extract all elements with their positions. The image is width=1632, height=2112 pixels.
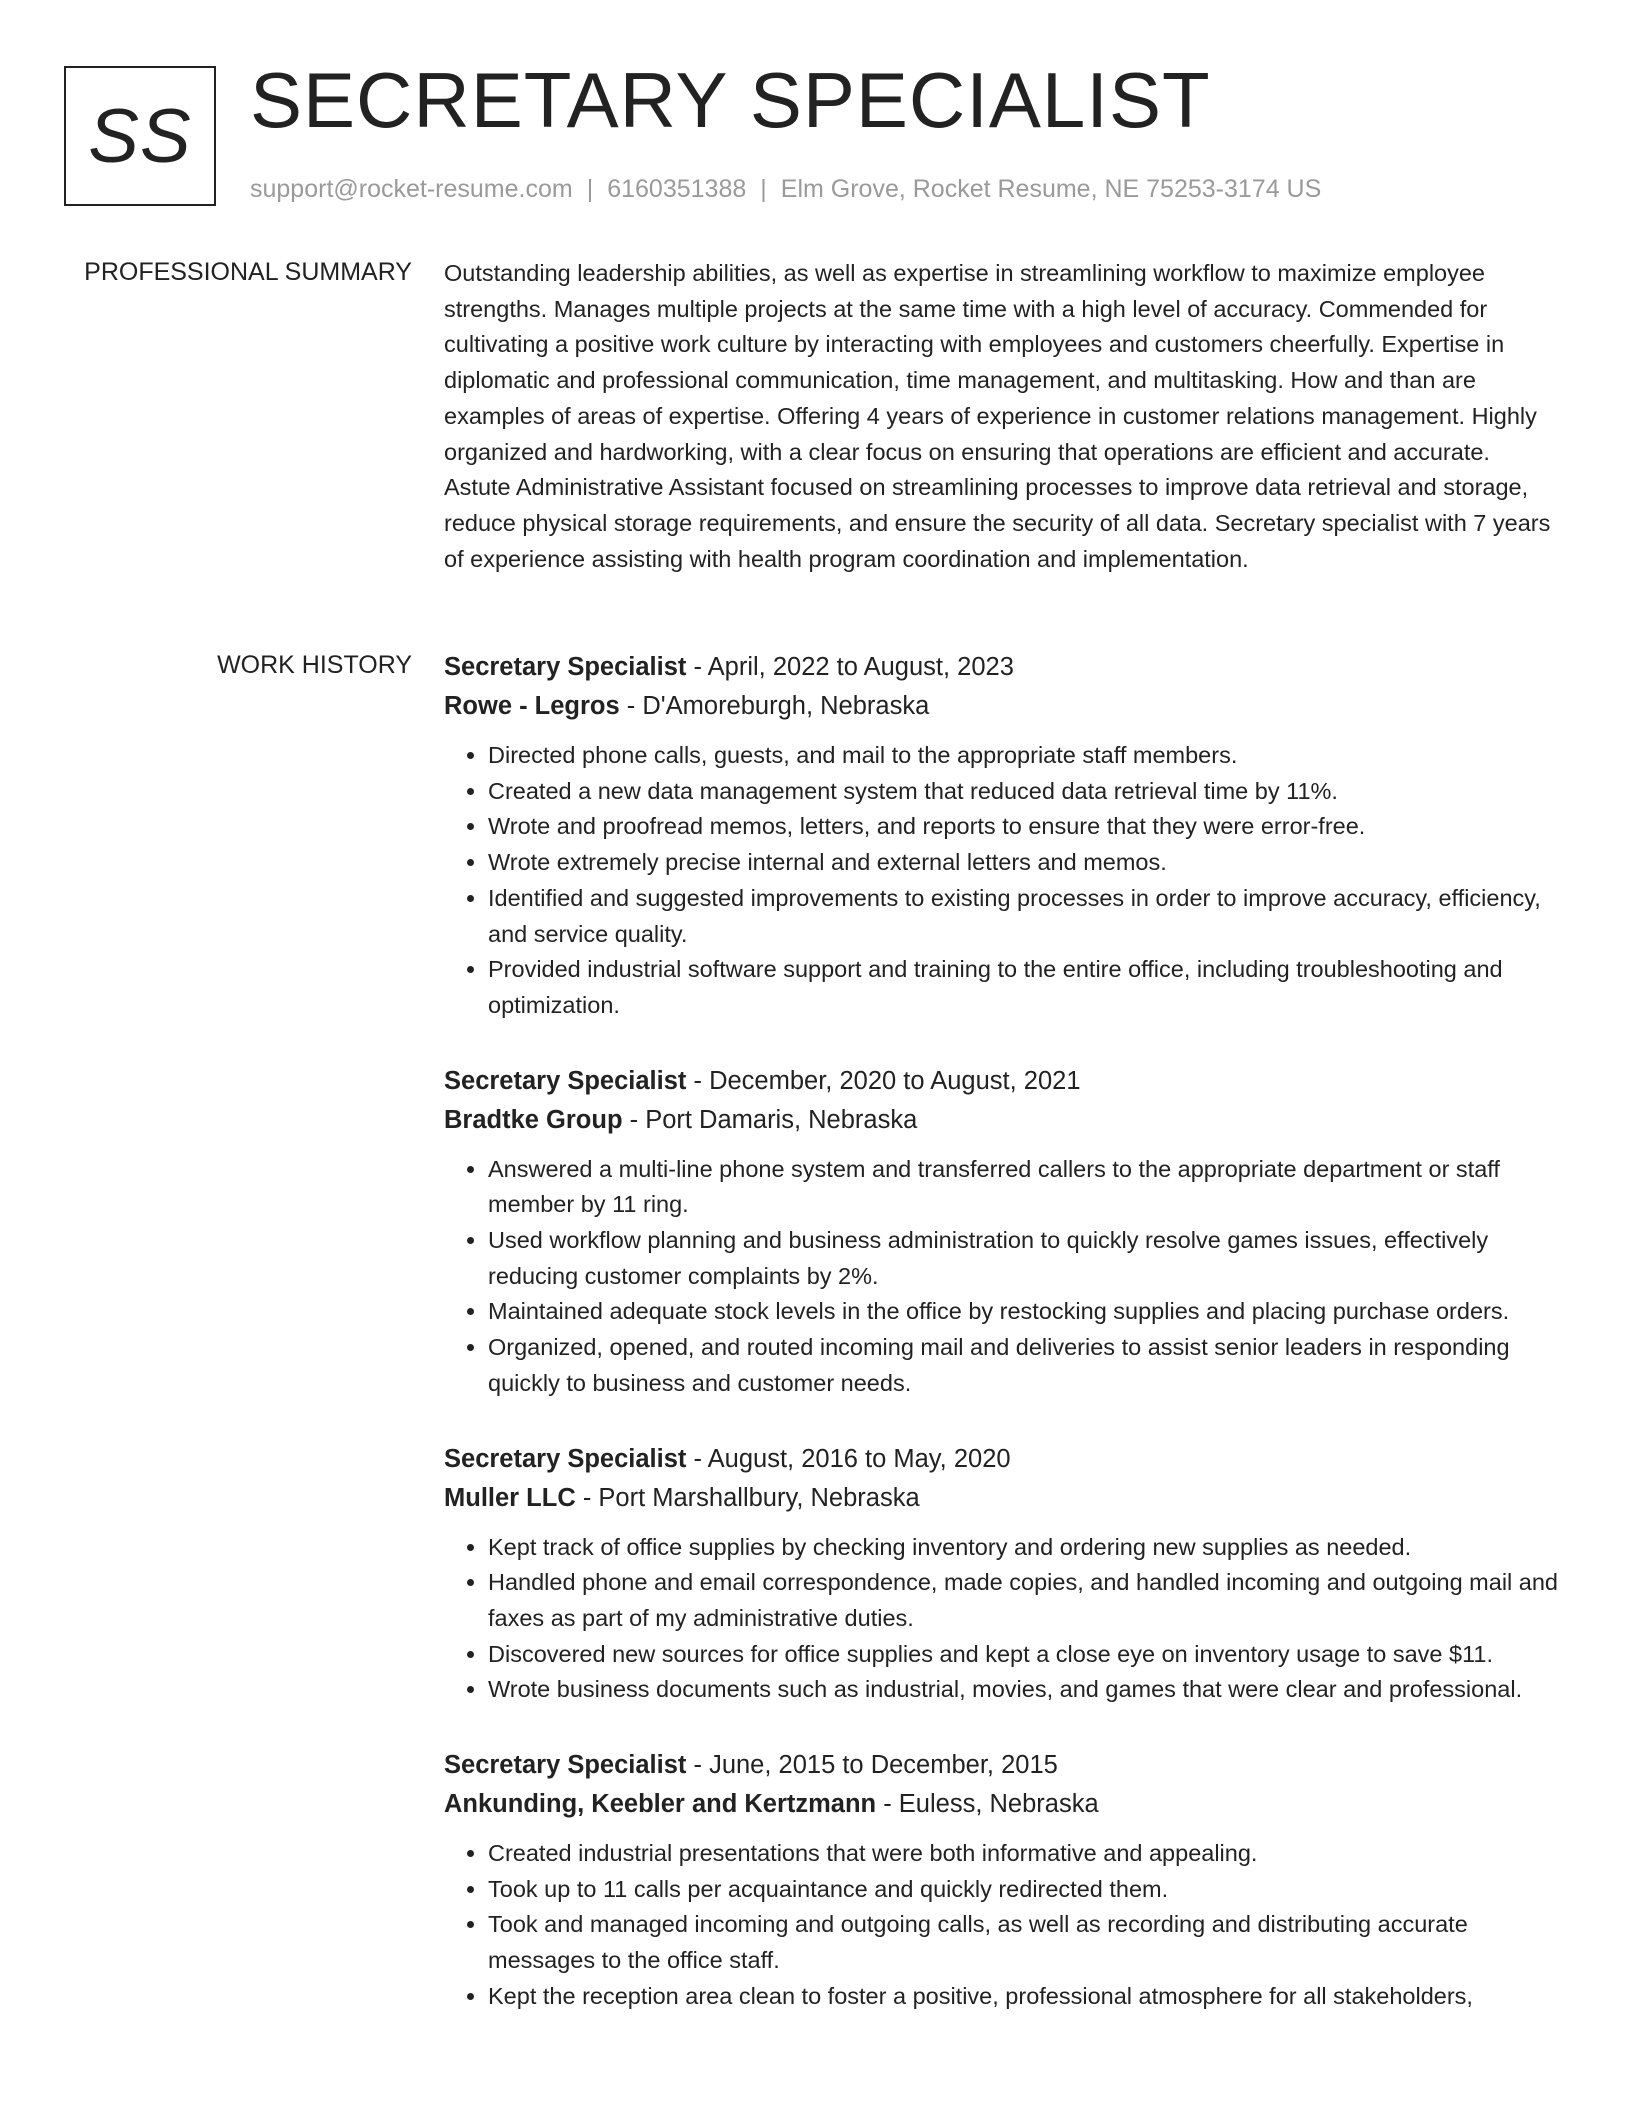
job-entry: [444, 1440, 1560, 1709]
contact-phone: 6160351388: [607, 175, 747, 203]
job-dates: - April, 2022 to August, 2023: [686, 653, 1014, 681]
job-bullet: • Created industrial presentations that were both informative and appealing.: [488, 1836, 1560, 1872]
job-dates: - August, 2016 to May, 2020: [686, 1444, 1011, 1473]
job-title: Secretary Specialist: [444, 1751, 687, 1780]
job-title-line: [444, 648, 1560, 687]
job-bullet: • Identified and suggested improvements to existing processes in order to improve accuracy, efficiency, and service quality.: [488, 881, 1560, 952]
job-bullet: • Discovered new sources for office supplies and kept a close eye on inventory usage to save $11.: [488, 1637, 1560, 1673]
job-title-line: [444, 1440, 1560, 1479]
summary-text: Outstanding leadership abilities, as well as expertise in streamlining workflow to maximize employee strengths. Manages multiple projects at the same time with a high level of accuracy. Commended for cultivating a positive work culture by interacting with employees and customers cheerfully. Expertise in diplomatic and professional communication, time management, and multitasking. How and than are examples of areas of expertise. Offering 4 years of experience in customer relations management. Highly organized and hardworking, with a clear focus on ensuring that operations are efficient and accurate. Astute Administrative Assistant focused on streamlining processes to improve data retrieval and storage, reduce physical storage requirements, and ensure the security of all data. Secretary specialist with 7 years of experience assisting with health program coordination and implementation.: [444, 260, 1551, 572]
job-entry: [444, 648, 1560, 1024]
job-bullet: • Answered a multi-line phone system and transferred callers to the appropriate department or staff member by 11 ring.: [488, 1152, 1560, 1223]
job-company-line: [444, 1785, 1560, 1824]
contact-separator: |: [760, 175, 767, 203]
job-dates: - June, 2015 to December, 2015: [686, 1751, 1058, 1780]
job-company: Ankunding, Keebler and Kertzmann: [444, 1790, 877, 1819]
job-company: Rowe - Legros: [444, 692, 620, 720]
job-title-line: [444, 1746, 1560, 1785]
job-bullet: • Kept track of office supplies by checking inventory and ordering new supplies as needed.: [488, 1530, 1560, 1566]
job-title: Secretary Specialist: [444, 1444, 687, 1473]
job-bullet: • Handled phone and email correspondence, made copies, and handled incoming and outgoing mail and faxes as part of my administrative duties.: [488, 1565, 1560, 1636]
job-entry: [444, 1746, 1560, 2015]
job-company: Muller LLC: [444, 1483, 576, 1512]
job-bullet: • Created a new data management system that reduced data retrieval time by 11%.: [488, 774, 1560, 810]
job-bullet: • Maintained adequate stock levels in the office by restocking supplies and placing purchase orders.: [488, 1294, 1560, 1330]
job-bullet: • Wrote business documents such as industrial, movies, and games that were clear and professional.: [488, 1672, 1560, 1708]
job-location: - Euless, Nebraska: [876, 1790, 1099, 1819]
work-history-heading: WORK HISTORY: [217, 651, 412, 679]
contact-address: Elm Grove, Rocket Resume, NE 75253-3174 US: [780, 175, 1322, 203]
job-company: Bradtke Group: [444, 1105, 623, 1134]
job-company-line: [444, 1479, 1560, 1518]
job-bullet: • Used workflow planning and business administration to quickly resolve games issues, effectively reducing customer complaints by 2%.: [488, 1223, 1560, 1294]
job-location: - Port Damaris, Nebraska: [622, 1105, 918, 1134]
job-bullets: [444, 1152, 1560, 1402]
candidate-name: SECRETARY SPECIALIST: [250, 56, 1211, 144]
job-company-line: [444, 1101, 1560, 1140]
job-entry: [444, 1062, 1560, 1402]
summary-heading: PROFESSIONAL SUMMARY: [84, 258, 412, 286]
job-bullets: [444, 1530, 1560, 1709]
job-location: - Port Marshallbury, Nebraska: [575, 1483, 920, 1512]
job-bullet: • Wrote and proofread memos, letters, and reports to ensure that they were error-free.: [488, 809, 1560, 845]
contact-separator: |: [586, 175, 594, 203]
job-location: - D'Amoreburgh, Nebraska: [619, 692, 930, 720]
monogram-logo: SS: [64, 66, 216, 206]
job-bullet: • Took up to 11 calls per acquaintance and quickly redirected them.: [488, 1872, 1560, 1908]
job-bullet: • Wrote extremely precise internal and external letters and memos.: [488, 845, 1560, 881]
job-company-line: [444, 687, 1560, 726]
job-title: Secretary Specialist: [444, 653, 687, 681]
job-bullets: [444, 738, 1560, 1024]
job-title-line: [444, 1062, 1560, 1101]
job-bullet: • Took and managed incoming and outgoing calls, as well as recording and distributing accurate messages to the office staff.: [488, 1907, 1560, 1978]
job-dates: - December, 2020 to August, 2021: [686, 1066, 1081, 1095]
job-bullet: • Kept the reception area clean to foster a positive, professional atmosphere for all stakeholders,: [488, 1979, 1560, 2015]
contact-email: support@rocket-resume.com: [250, 175, 573, 203]
work-history: [444, 648, 1560, 2053]
job-bullet: • Organized, opened, and routed incoming mail and deliveries to assist senior leaders in responding quickly to business and customer needs.: [488, 1330, 1560, 1401]
job-bullet: • Provided industrial software support and training to the entire office, including troubleshooting and optimization.: [488, 952, 1560, 1023]
job-bullets: [444, 1836, 1560, 2015]
contact-line: [250, 174, 1321, 204]
job-title: Secretary Specialist: [444, 1066, 687, 1095]
job-bullet: • Directed phone calls, guests, and mail to the appropriate staff members.: [488, 738, 1560, 774]
